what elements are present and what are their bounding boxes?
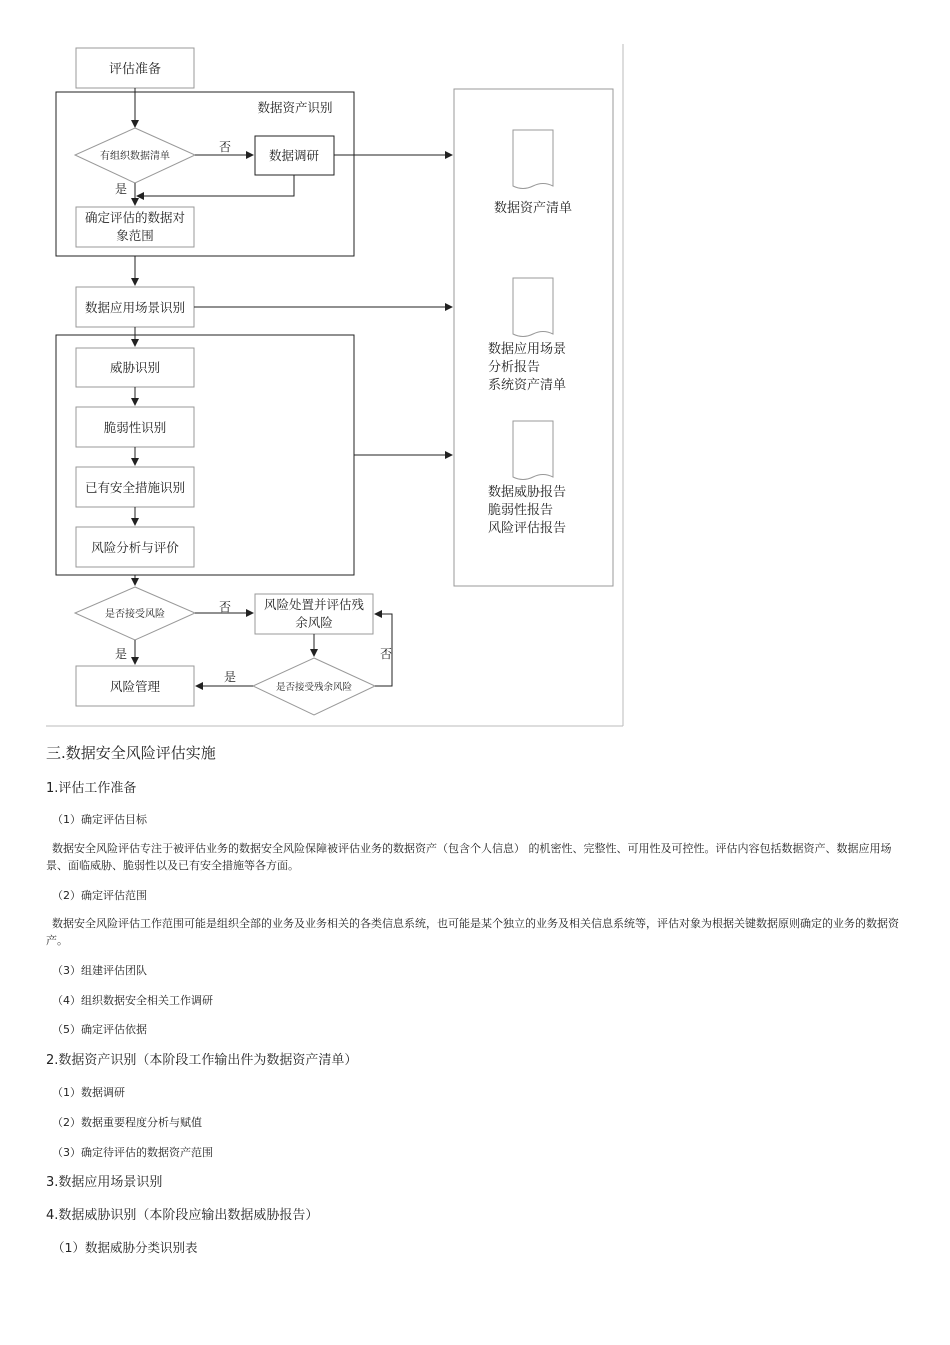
list-item: （2）数据重要程度分析与赋值: [52, 1116, 202, 1129]
arrow: [137, 175, 294, 196]
list-item: （1）数据调研: [52, 1086, 125, 1099]
list-item: （4）组织数据安全相关工作调研: [52, 994, 213, 1007]
list-item: （3）确定待评估的数据资产范围: [52, 1146, 213, 1159]
output2-line3: 系统资产清单: [488, 378, 567, 393]
confirm-scope-line2: 象范围: [116, 228, 154, 243]
document-icon: [513, 421, 553, 480]
subsection-heading: 4.数据威胁识别（本阶段应输出数据威胁报告）: [46, 1208, 319, 1223]
data-survey-label: 数据调研: [268, 148, 320, 163]
measures-label: 已有安全措施识别: [84, 480, 186, 495]
yes-label: 是: [114, 182, 128, 196]
list-item: （2）确定评估范围: [52, 889, 147, 902]
vulnerability-label: 脆弱性识别: [103, 420, 167, 435]
asset-group-title: 数据资产识别: [257, 100, 333, 115]
section-heading: 三.数据安全风险评估实施: [46, 744, 216, 762]
start-label: 评估准备: [108, 62, 162, 77]
risk-analysis-label: 风险分析与评价: [91, 540, 179, 555]
decision-residual-label: 是否接受残余风险: [275, 682, 353, 693]
confirm-scope-line1: 确定评估的数据对: [84, 210, 186, 225]
yes-label: 是: [114, 647, 128, 661]
decision-accept-risk-label: 是否接受风险: [105, 609, 165, 620]
threat-label: 威胁识别: [109, 360, 161, 375]
document-icon: [513, 278, 553, 337]
treatment-line1: 风险处置并评估残: [263, 597, 365, 612]
document-icon: [513, 130, 553, 189]
list-item: （1）确定评估目标: [52, 813, 147, 826]
risk-mgmt-label: 风险管理: [109, 679, 161, 694]
yes-label: 是: [223, 670, 237, 684]
paragraph: 数据安全风险评估专注于被评估业务的数据安全风险保障被评估业务的数据资产（包含个人信息） 的机密性、完整性、可用性及可控性。评估内容包括数据资产、数据应用场景、面临威胁、脆弱性以及已有安全措施等各方面。: [46, 842, 892, 872]
treatment-line2: 余风险: [295, 615, 333, 630]
no-label: 否: [218, 140, 232, 154]
subsection-heading: 1.评估工作准备: [46, 781, 137, 796]
output2-line1: 数据应用场景: [488, 342, 567, 357]
decision-data-list-label: 有组织数据清单: [100, 151, 170, 162]
output2-line2: 分析报告: [488, 360, 541, 375]
output1-label: 数据资产清单: [493, 201, 573, 216]
scenario-label: 数据应用场景识别: [84, 300, 186, 315]
list-item: （3）组建评估团队: [52, 964, 147, 977]
subsection-heading: 3.数据应用场景识别: [46, 1175, 163, 1190]
no-label: 否: [218, 600, 232, 614]
paragraph: 数据安全风险评估工作范围可能是组织全部的业务及业务相关的各类信息系统，也可能是某个独立的业务及相关信息系统等，评估对象为根据关键数据原则确定的业务的数据资产。: [46, 917, 899, 947]
subsection-heading: 2.数据资产识别（本阶段工作输出件为数据资产清单）: [46, 1053, 358, 1068]
output3-line3: 风险评估报告: [488, 521, 567, 536]
output3-line1: 数据威胁报告: [488, 485, 567, 500]
output3-line2: 脆弱性报告: [488, 503, 554, 518]
list-item: （1）数据威胁分类识别表: [52, 1240, 198, 1255]
list-item: （5）确定评估依据: [52, 1023, 147, 1036]
no-label: 否: [379, 647, 393, 661]
